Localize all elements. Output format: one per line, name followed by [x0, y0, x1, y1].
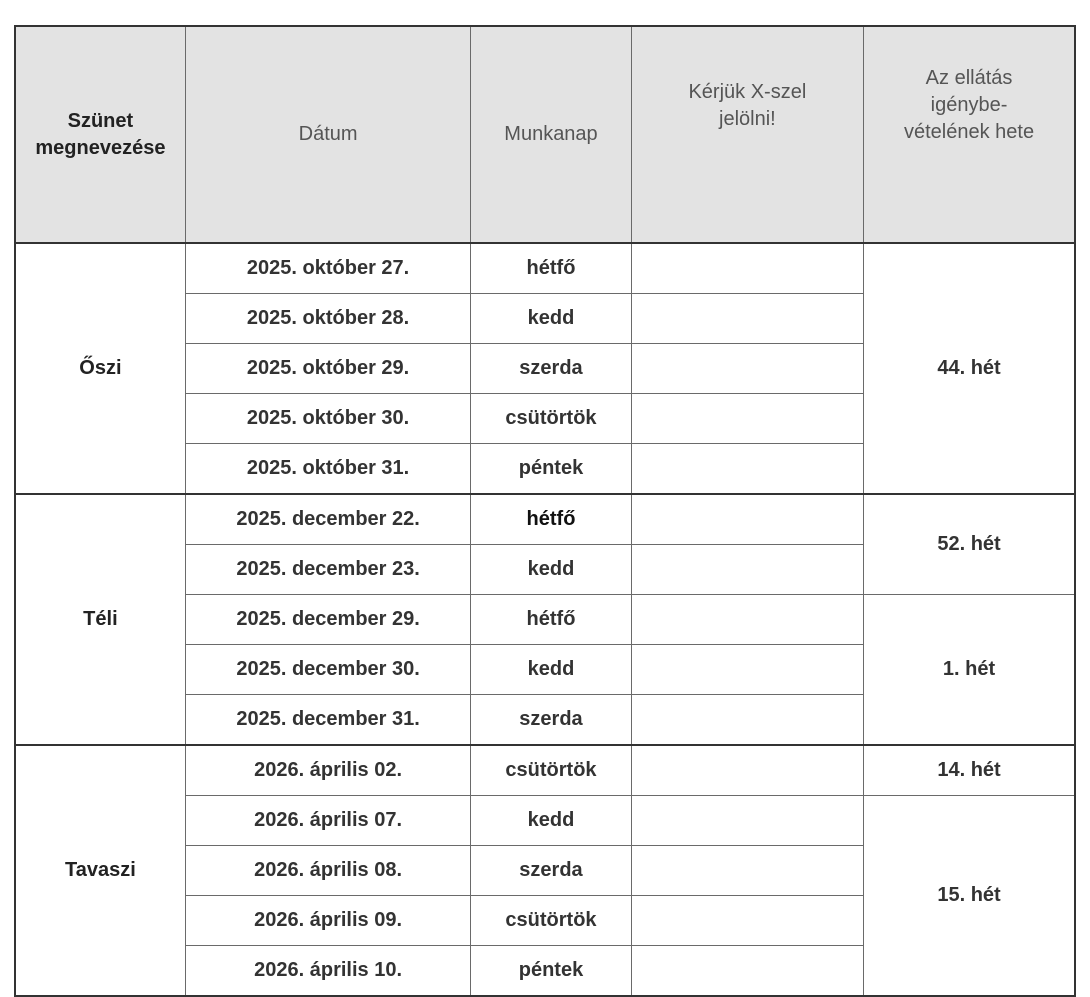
date-cell: 2025. december 22. — [185, 494, 471, 545]
date-cell: 2025. december 31. — [185, 695, 471, 746]
day-cell: kedd — [471, 796, 631, 846]
day-cell: kedd — [471, 645, 631, 695]
date-cell: 2026. április 07. — [185, 796, 471, 846]
date-cell: 2025. december 29. — [185, 595, 471, 645]
week-cell: 14. hét — [864, 745, 1075, 796]
date-cell: 2025. október 28. — [185, 294, 471, 344]
header-workday: Munkanap — [471, 26, 631, 243]
header-date: Dátum — [185, 26, 471, 243]
header-mark — [631, 26, 863, 243]
day-cell: hétfő — [471, 595, 631, 645]
day-cell: péntek — [471, 946, 631, 997]
date-cell: 2025. október 29. — [185, 344, 471, 394]
mark-cell[interactable] — [631, 494, 863, 545]
break-name-autumn: Őszi — [15, 243, 185, 494]
date-cell: 2025. december 23. — [185, 545, 471, 595]
mark-cell[interactable] — [631, 745, 863, 796]
header-text: jelölni! — [719, 108, 776, 130]
mark-cell[interactable] — [631, 294, 863, 344]
header-break-name — [15, 26, 185, 243]
day-cell: kedd — [471, 545, 631, 595]
mark-cell[interactable] — [631, 595, 863, 645]
header-text: Kérjük X-szel — [688, 81, 807, 103]
day-cell: hétfő — [471, 494, 631, 545]
header-week — [864, 26, 1075, 243]
date-cell: 2025. október 30. — [185, 394, 471, 444]
day-cell: hétfő — [471, 243, 631, 294]
day-cell: péntek — [471, 444, 631, 495]
day-cell: szerda — [471, 846, 631, 896]
header-text: Szünet — [67, 109, 134, 132]
table-row — [15, 494, 1075, 545]
day-cell: csütörtök — [471, 394, 631, 444]
week-cell: 15. hét — [864, 796, 1075, 997]
header-text: vételének hete — [903, 121, 1035, 143]
day-cell: csütörtök — [471, 745, 631, 796]
header-text: igénybe- — [930, 94, 1008, 116]
header-text: megnevezése — [35, 136, 166, 159]
week-cell: 52. hét — [864, 494, 1075, 595]
mark-cell[interactable] — [631, 695, 863, 746]
school-break-table — [14, 25, 1076, 997]
header-text: Az ellátás — [925, 67, 1013, 89]
date-cell: 2025. október 31. — [185, 444, 471, 495]
mark-cell[interactable] — [631, 243, 863, 294]
mark-cell[interactable] — [631, 394, 863, 444]
mark-cell[interactable] — [631, 896, 863, 946]
day-cell: szerda — [471, 344, 631, 394]
mark-cell[interactable] — [631, 846, 863, 896]
table-row — [15, 745, 1075, 796]
week-cell: 44. hét — [864, 243, 1075, 494]
date-cell: 2026. április 08. — [185, 846, 471, 896]
day-cell: szerda — [471, 695, 631, 746]
day-cell: csütörtök — [471, 896, 631, 946]
mark-cell[interactable] — [631, 796, 863, 846]
date-cell: 2025. október 27. — [185, 243, 471, 294]
mark-cell[interactable] — [631, 344, 863, 394]
day-cell: kedd — [471, 294, 631, 344]
mark-cell[interactable] — [631, 645, 863, 695]
table-row — [15, 243, 1075, 294]
date-cell: 2026. április 02. — [185, 745, 471, 796]
date-cell: 2025. december 30. — [185, 645, 471, 695]
mark-cell[interactable] — [631, 444, 863, 495]
date-cell: 2026. április 10. — [185, 946, 471, 997]
mark-cell[interactable] — [631, 545, 863, 595]
break-name-winter: Téli — [15, 494, 185, 745]
table-header-row — [15, 26, 1075, 243]
week-cell: 1. hét — [864, 595, 1075, 746]
date-cell: 2026. április 09. — [185, 896, 471, 946]
break-name-spring: Tavaszi — [15, 745, 185, 996]
mark-cell[interactable] — [631, 946, 863, 997]
